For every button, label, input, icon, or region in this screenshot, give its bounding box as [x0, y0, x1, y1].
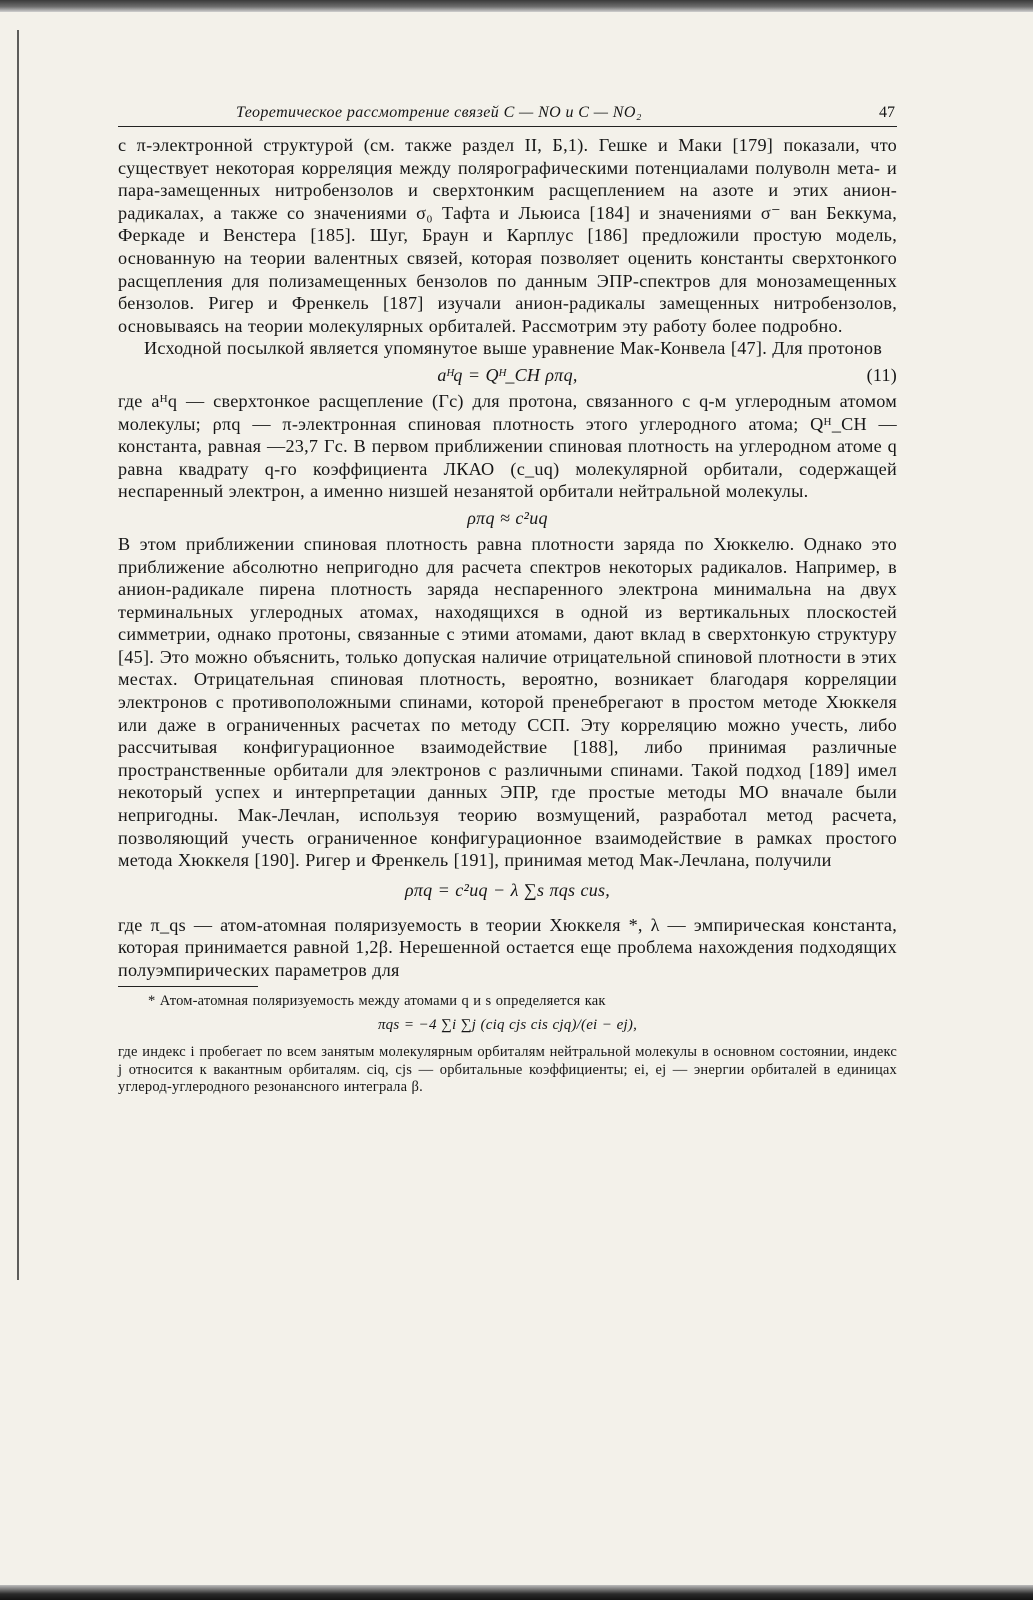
page-number: 47	[879, 104, 895, 121]
equation-11	[118, 360, 897, 390]
scan-edge-top	[0, 0, 1033, 12]
equation-mclachlan-body: ρπq = c²uq − λ ∑s πqs cus,	[405, 879, 610, 900]
paragraph-5: где π_qs — атом-атомная поляризуемость в теории Хюккеля *, λ — эмпирическая константа, которая принимается равной 1,2β. Нерешенной остается еще проблема нахождения подходящих полуэмпирических параметров для	[118, 914, 897, 980]
footnote-intro: * Атом-атомная поляризуемость между атомами q и s определяется как	[148, 992, 606, 1009]
scan-margin-line	[17, 30, 19, 1280]
footnote	[118, 993, 897, 1097]
equation-11-body: aᴴq = Qᴴ_CH ρπq,	[437, 364, 578, 385]
equation-mclachlan	[118, 872, 897, 914]
paragraph-3: где aᴴq — сверхтонкое расщепление (Гс) для протона, связанного с q-м углеродным атомом молекулы; ρπq — π-электронная спиновая плотность этого углеродного атома; Qᴴ_CH — константа, равная —23,7 Гс. В первом приближении спиновая плотность на углеродном атоме q равна квадрату q-го коэффициента ЛКАО (c_uq) молекулярной орбитали, содержащей неспаренный электрон, а именно низшей незанятой орбитали нейтральной молекулы.	[118, 390, 897, 502]
body-text	[118, 134, 897, 1097]
equation-11-number: (11)	[866, 364, 897, 385]
paragraph-2: Исходной посылкой является упомянутое выше уравнение Мак-Конвела [47]. Для протонов	[144, 338, 883, 359]
running-head-title: Теоретическое рассмотрение связей C — NO и C — NO₂	[236, 104, 642, 121]
running-head	[118, 104, 897, 127]
footnote-formula: πqs = −4 ∑i ∑j (ciq cjs cis cjq)/(ei − ej),	[377, 1017, 638, 1034]
equation-approx-body: ρπq ≈ c²uq	[467, 507, 548, 528]
scan-edge-bottom	[0, 1585, 1033, 1600]
paragraph-1: с π-электронной структурой (см. также раздел II, Б,1). Гешке и Маки [179] показали, что существует некоторая корреляция между полярографическими потенциалами полуволн мета- и пара-замещенных нитробензолов и сверхтонким расщеплением на азоте и этих анион-радикалах, а также со значениями σ₀ Тафта и Льюиса [184] и значениями σ⁻ ван Беккума, Феркаде и Венстера [185]. Шуг, Браун и Карплус [186] предложили простую модель, основанную на теории валентных связей, которая позволяет оценить константы сверхтонкого расщепления для полизамещенных бензолов по данным ЭПР-спектров для монозамещенных бензолов. Ригер и Френкель [187] изучали анион-радикалы замещенных нитробензолов, основываясь на теории молекулярных орбиталей. Рассмотрим эту работу более подробно.	[118, 135, 897, 336]
paragraph-4: В этом приближении спиновая плотность равна плотности заряда по Хюккелю. Однако это приближение абсолютно непригодно для расчета спектров некоторых радикалов. Например, в анион-радикале пирена плотность заряда неспаренного электрона минимальна на двух терминальных углеродных атомах, находящихся в одной из вертикальных плоскостей симметрии, однако протоны, связанные с этими атомами, дают вклад в сверхтонкую структуру [45]. Это можно объяснить, только допуская наличие отрицательной спиновой плотности в этих местах. Отрицательная спиновая плотность, вероятно, возникает благодаря корреляции электронов с противоположными спинами, которой пренебрегают в простом методе Хюккеля или даже в ограниченных расчетах по методу ССП. Эту корреляцию можно учесть, либо рассчитывая конфигурационное взаимодействие [188], либо принимая различные пространственные орбитали для электронов с различными спинами. Такой подход [189] имел некоторый успех и интерпретации данных ЭПР, где простые методы МО вначале были непригодны. Мак-Лечлан, используя теорию возмущений, разработал метод расчета, позволяющий учесть ограниченное конфигурационное взаимодействие в рамках простого метода Хюккеля [190]. Ригер и Френкель [191], принимая метод Мак-Лечлана, получили	[118, 533, 897, 871]
footnote-text: где индекс i пробегает по всем занятым молекулярным орбиталям нейтральной молекулы в основном состоянии, индекс j относится к вакантным орбиталям. ciq, cjs — орбитальные коэффициенты; ei, ej — энергии орбиталей в единицах углерод-углеродного резонансного интеграла β.	[118, 1044, 897, 1096]
equation-approx	[118, 503, 897, 533]
footnote-divider	[118, 986, 258, 987]
